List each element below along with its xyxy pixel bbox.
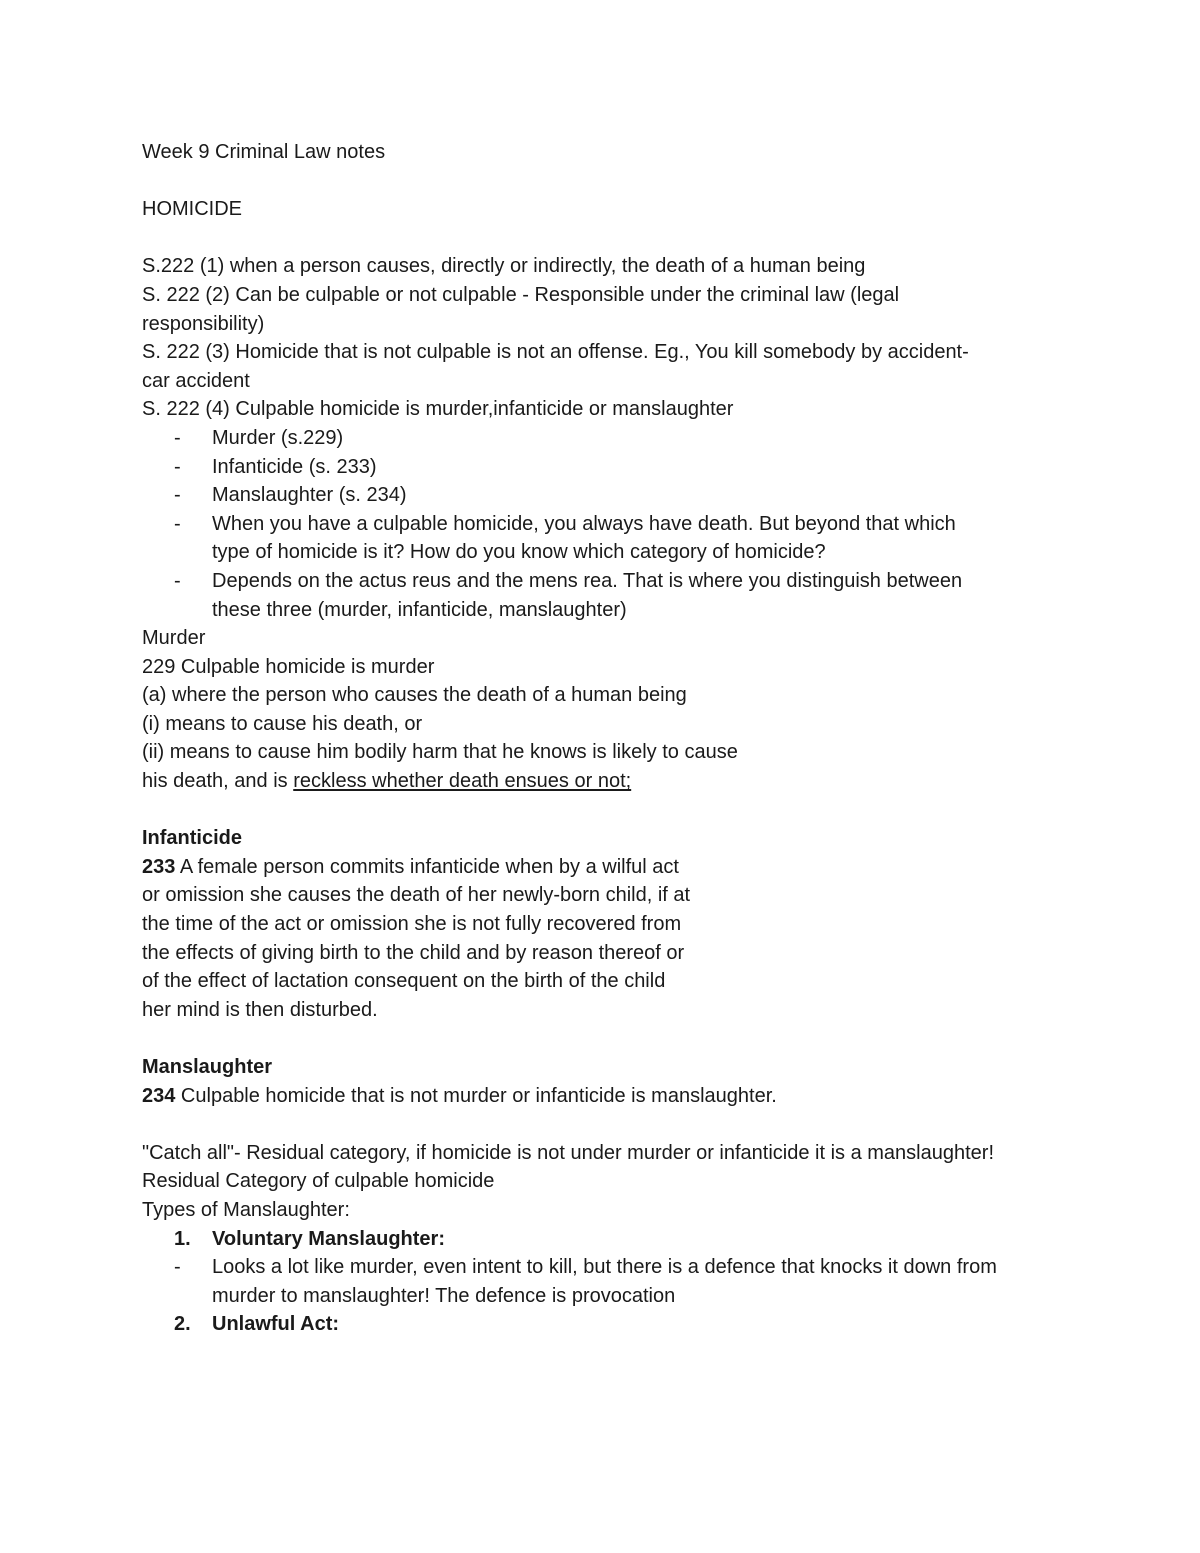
list-item-text: Manslaughter (s. 234) — [212, 484, 407, 507]
s229-underlined-phrase: reckless whether death ensues or not; — [293, 770, 632, 793]
list-item-culpable-death — [142, 510, 1102, 567]
s234-number: 234 — [142, 1084, 176, 1107]
spacer — [142, 167, 1102, 196]
dash-marker: - — [174, 1256, 181, 1279]
s222-3-line1: S. 222 (3) Homicide that is not culpable is not an offense. Eg., You kill somebody by accident- — [142, 341, 969, 364]
type-2-label: Unlawful Act: — [212, 1313, 340, 1336]
s229-last-line — [142, 767, 1102, 796]
murder-heading: Murder — [142, 627, 206, 650]
list-item-text: Murder (s.229) — [212, 426, 344, 449]
s229-last-prefix: his death, and is — [142, 770, 294, 793]
residual-line: Residual Category of culpable homicide — [142, 1170, 495, 1193]
s222-3-line2: car accident — [142, 369, 250, 392]
spacer — [142, 1110, 1102, 1139]
dash-marker: - — [174, 484, 181, 507]
number-marker: 2. — [174, 1313, 191, 1336]
type-2-item — [142, 1310, 1102, 1339]
list-item-text: type of homicide is it? How do you know which category of homicide? — [212, 541, 826, 564]
spacer — [142, 1024, 1102, 1053]
list-item-text: When you have a culpable homicide, you always have death. But beyond that which — [212, 512, 956, 535]
s233-line: the effects of giving birth to the child and by reason thereof or — [142, 941, 685, 964]
s233-line: or omission she causes the death of her newly-born child, if at — [142, 884, 691, 907]
type-1-item — [142, 1225, 1102, 1254]
infanticide-heading: Infanticide — [142, 827, 243, 850]
types-line: Types of Manslaughter: — [142, 1198, 350, 1221]
s233-line — [142, 853, 1102, 882]
s233-number: 233 — [142, 855, 176, 878]
s233-line: the time of the act or omission she is not fully recovered from — [142, 913, 682, 936]
heading-homicide: HOMICIDE — [142, 198, 242, 221]
s233-line: her mind is then disturbed. — [142, 998, 378, 1021]
s222-4: S. 222 (4) Culpable homicide is murder,infanticide or manslaughter — [142, 398, 734, 421]
s233-line: of the effect of lactation consequent on the birth of the child — [142, 970, 666, 993]
s229-line: 229 Culpable homicide is murder — [142, 655, 435, 678]
list-item-text: Infanticide (s. 233) — [212, 455, 377, 478]
number-marker: 1. — [174, 1227, 191, 1250]
s229-line: (a) where the person who causes the death of a human being — [142, 684, 687, 707]
s234-line — [142, 1082, 1102, 1111]
s222-2-line2: responsibility) — [142, 312, 265, 335]
s222-2-line1: S. 222 (2) Can be culpable or not culpable - Responsible under the criminal law (legal — [142, 283, 900, 306]
dash-marker: - — [174, 426, 181, 449]
document-page — [142, 138, 1102, 1339]
list-item-infanticide — [142, 453, 1102, 482]
spacer — [142, 796, 1102, 825]
list-item-actus-reus — [142, 567, 1102, 624]
type-1-detail-text: murder to manslaughter! The defence is provocation — [212, 1284, 676, 1307]
s233-text: A female person commits infanticide when by a wilful act — [175, 855, 679, 878]
dash-marker: - — [174, 569, 181, 592]
type-1-detail — [142, 1253, 1102, 1310]
dash-marker: - — [174, 512, 181, 535]
type-1-label: Voluntary Manslaughter: — [212, 1227, 445, 1250]
dash-marker: - — [174, 455, 181, 478]
list-item-text: these three (murder, infanticide, manslaughter) — [212, 598, 627, 621]
type-1-detail-text: Looks a lot like murder, even intent to kill, but there is a defence that knocks it down from — [212, 1256, 997, 1279]
s222-1: S.222 (1) when a person causes, directly or indirectly, the death of a human being — [142, 255, 866, 278]
s234-text: Culpable homicide that is not murder or infanticide is manslaughter. — [175, 1084, 777, 1107]
s229-line: (ii) means to cause him bodily harm that he knows is likely to cause — [142, 741, 738, 764]
spacer — [142, 224, 1102, 253]
catch-all-line: "Catch all"- Residual category, if homicide is not under murder or infanticide it is a manslaughter! — [142, 1141, 995, 1164]
list-item-manslaughter — [142, 481, 1102, 510]
document-title: Week 9 Criminal Law notes — [142, 141, 386, 163]
s229-line: (i) means to cause his death, or — [142, 712, 423, 735]
list-item-murder — [142, 424, 1102, 453]
manslaughter-heading: Manslaughter — [142, 1056, 273, 1078]
list-item-text: Depends on the actus reus and the mens rea. That is where you distinguish between — [212, 569, 963, 592]
